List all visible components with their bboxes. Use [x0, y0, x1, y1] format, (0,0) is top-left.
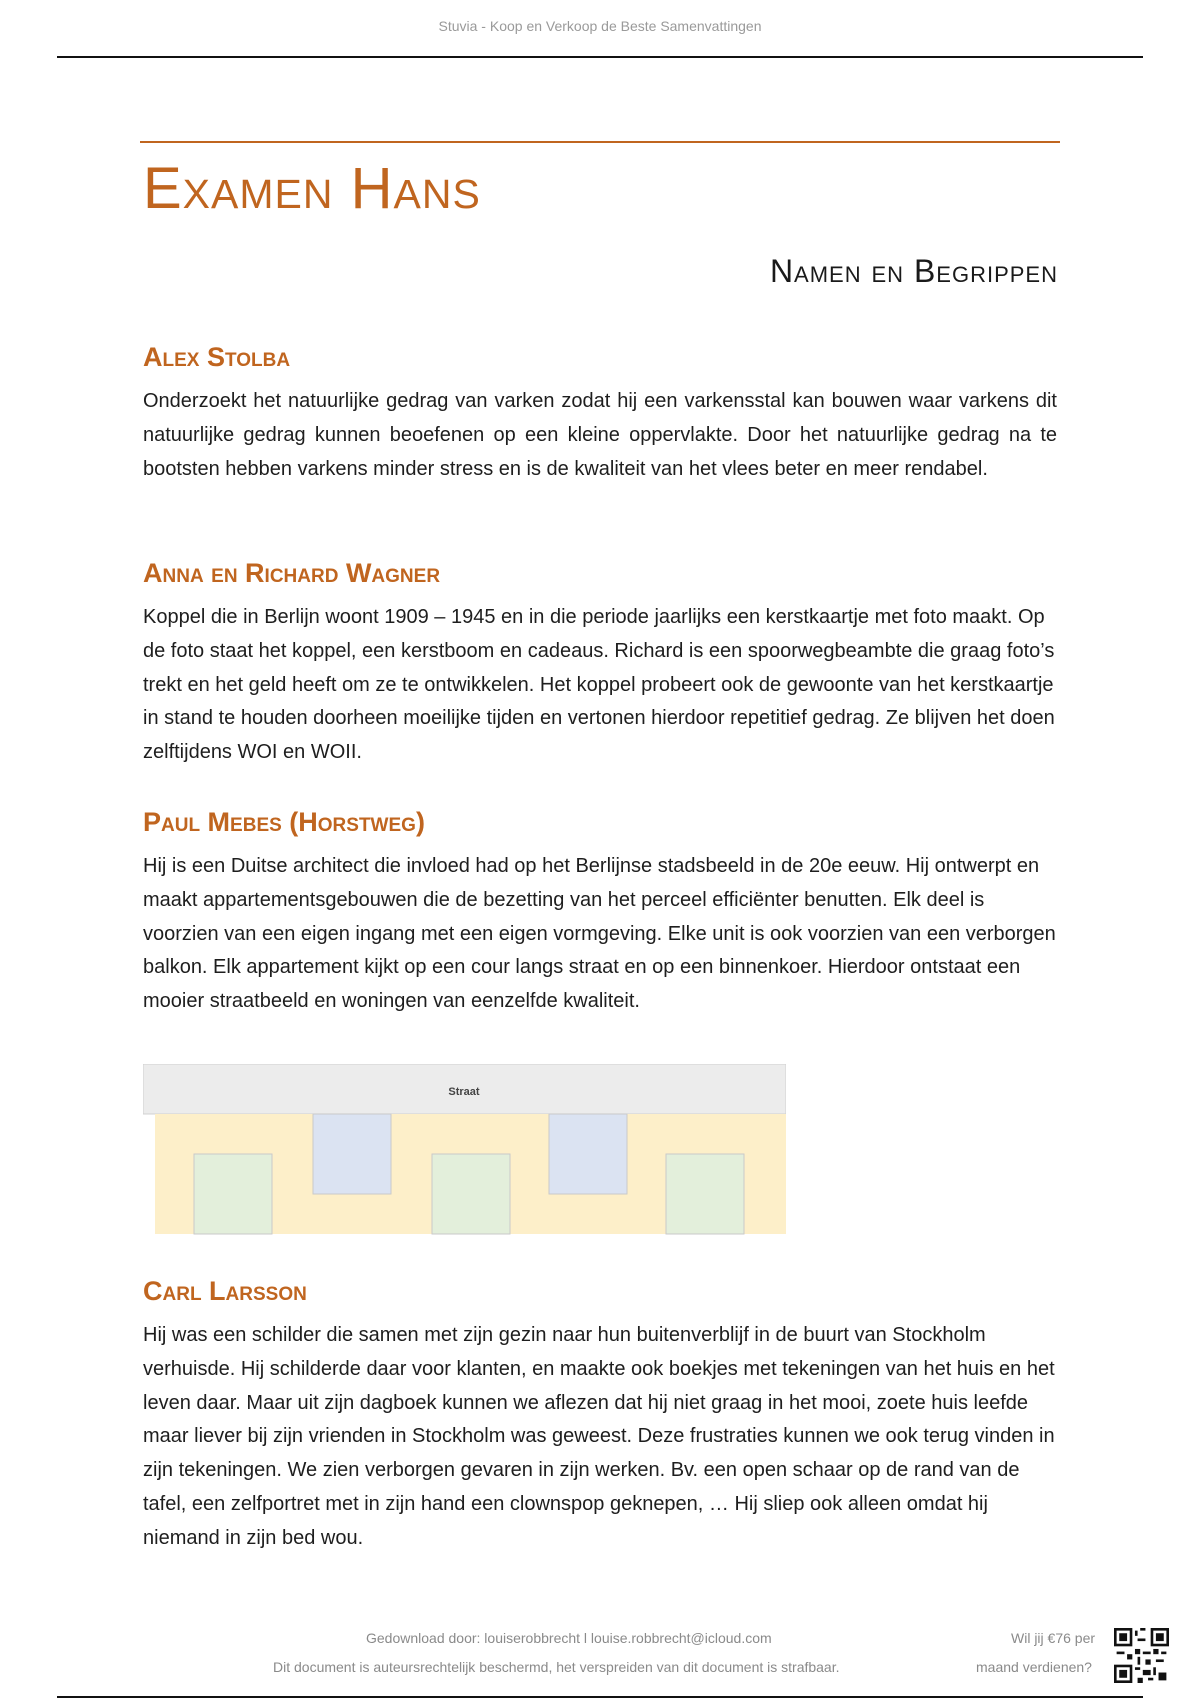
document-title: Examen Hans — [143, 156, 481, 221]
section-heading-anna-richard-wagner: Anna en Richard Wagner — [143, 558, 441, 588]
footer-download-info: Gedownload door: louiserobbrecht l louise.robbrecht@icloud.com — [366, 1630, 772, 1646]
document-subtitle: Namen en Begrippen — [769, 253, 1058, 289]
footer-promo-line2[interactable]: maand verdienen? — [976, 1659, 1092, 1675]
diagram-cour — [549, 1114, 627, 1194]
section-heading-alex-stolba: Alex Stolba — [143, 342, 291, 372]
site-header-text: Stuvia - Koop en Verkoop de Beste Samenvattingen — [438, 18, 762, 34]
diagram-street-label: Straat — [448, 1086, 480, 1098]
section-heading-carl-larsson: Carl Larsson — [143, 1276, 307, 1306]
diagram-garden — [666, 1154, 744, 1234]
qr-code-icon[interactable] — [1114, 1628, 1169, 1683]
floor-plan-diagram — [143, 1064, 786, 1236]
title-rule — [140, 141, 1060, 143]
section-body-anna-richard-wagner: Koppel die in Berlijn woont 1909 – 1945 en in die periode jaarlijks een kerstkaartje met foto maakt. Op de foto staat het koppel, een kerstboom en cadeaus. Richard is een spoorwegbeambte die graag foto’s trekt en het geld heeft om ze te ontwikkelen. Het koppel probeert ook de gewoonte van het kerstkaartje in stand te houden doorheen moeilijke tijden en vertonen hierdoor repetitief gedrag. Ze blijven het doen zelftijdens WOI en WOII. — [143, 606, 1055, 764]
footer-promo-line1[interactable]: Wil jij €76 per — [1011, 1630, 1096, 1646]
footer-divider — [57, 1696, 1143, 1698]
diagram-garden — [194, 1154, 272, 1234]
section-body-carl-larsson: Hij was een schilder die samen met zijn gezin naar hun buitenverblijf in de buurt van Stockholm verhuisde. Hij schilderde daar voor klanten, en maakte ook boekjes met tekeningen van het huis en het leven daar. Maar uit zijn dagboek kunnen we aflezen dat hij niet graag in het mooi, zoete huis leefde maar liever bij zijn vrienden in Stockholm was geweest. Deze frustraties kunnen we ook terug vinden in zijn tekeningen. We zien verborgen gevaren in zijn werken. Bv. een open schaar op de rand van de tafel, een zelfportret met in zijn hand een clownspop geknepen, … Hij sliep ook alleen omdat hij niemand in zijn bed wou. — [143, 1324, 1055, 1549]
footer-copyright: Dit document is auteursrechtelijk beschermd, het verspreiden van dit document is strafbaar. — [273, 1659, 840, 1675]
section-body-alex-stolba: Onderzoekt het natuurlijke gedrag van varken zodat hij een varkensstal kan bouwen waar varkens dit natuurlijke gedrag kunnen beoefenen op een kleine oppervlakte. Door het natuurlijke gedrag na te bootsten hebben varkens minder stress en is de kwaliteit van het vlees beter en meer rendabel. — [143, 390, 1057, 480]
header-divider — [57, 56, 1143, 58]
diagram-cour — [313, 1114, 391, 1194]
diagram-garden — [432, 1154, 510, 1234]
section-body-paul-mebes: Hij is een Duitse architect die invloed had op het Berlijnse stadsbeeld in de 20e eeuw. Hij ontwerpt en maakt appartementsgebouwen die de bezetting van het perceel efficiënter benutten. Elk deel is voorzien van een eigen ingang met een eigen vormgeving. Elke unit is ook voorzien van een verborgen balkon. Elk appartement kijkt op een cour langs straat en op een binnenkoer. Hierdoor ontstaat een mooier straatbeeld en woningen van eenzelfde kwaliteit. — [143, 855, 1056, 1013]
section-heading-paul-mebes: Paul Mebes (Horstweg) — [143, 807, 425, 837]
